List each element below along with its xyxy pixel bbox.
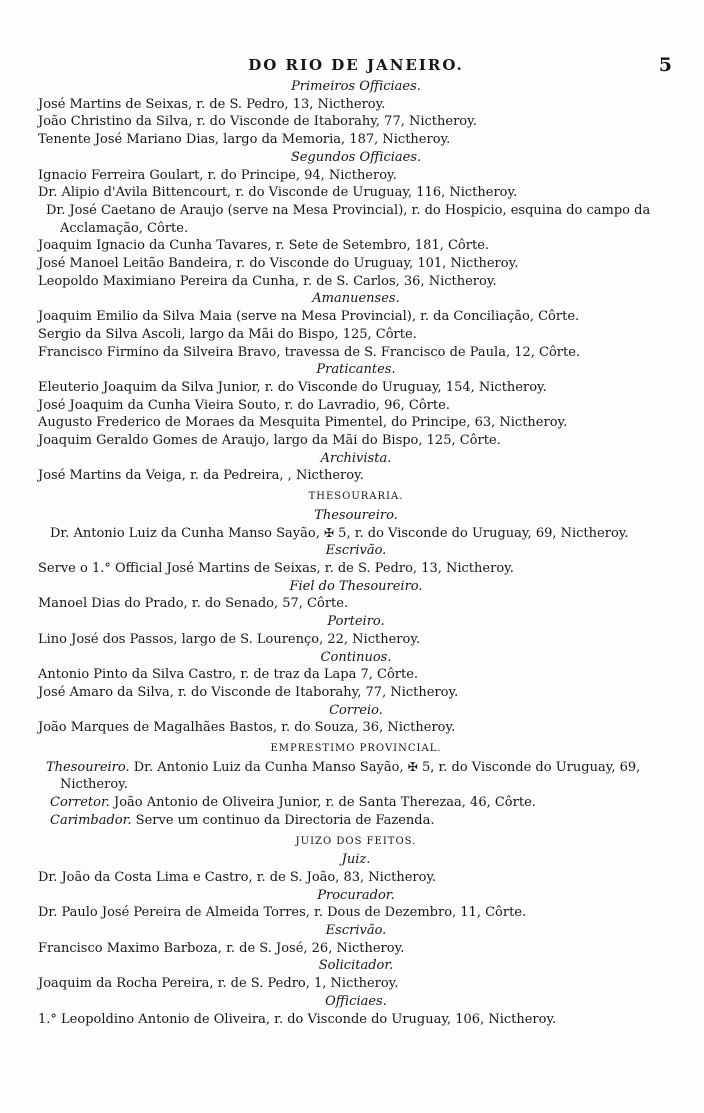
- entry-line: Eleuterio Joaquim da Silva Junior, r. do Visconde do Uruguay, 154, Nictheroy.: [38, 379, 547, 395]
- entry-line: Dr. Alipio d'Avila Bittencourt, r. do Visconde de Uruguay, 116, Nictheroy.: [38, 185, 518, 201]
- page-number: 5: [658, 54, 672, 76]
- juizo-list: [38, 830, 674, 1029]
- entry-line: José Martins de Seixas, r. de S. Pedro, 13, Nictheroy.: [38, 96, 386, 112]
- section-heading: Segundos Officiaes.: [290, 149, 422, 165]
- entry-line: Sergio da Silva Ascoli, largo da Mãi do Bispo, 125, Côrte.: [38, 326, 417, 342]
- entry-line: Tenente José Mariano Dias, largo da Memoria, 187, Nictheroy.: [38, 132, 451, 148]
- section-heading: Thesoureiro.: [314, 507, 398, 523]
- section-heading: Primeiros Officiaes.: [291, 79, 421, 94]
- entry-line: Serve o 1.° Official José Martins de Seixas, r. de S. Pedro, 13, Nictheroy.: [38, 560, 514, 576]
- emprestimo-corretor: Corretor. João Antonio de Oliveira Junior, r. de Santa Therezaa, 46, Côrte.: [50, 795, 536, 811]
- entry-line: José Joaquim da Cunha Vieira Souto, r. do Lavradio, 96, Côrte.: [38, 397, 450, 413]
- emprestimo-thesoureiro: Thesoureiro. Dr. Antonio Luiz da Cunha Manso Sayão, ✠ 5, r. do Visconde do Uruguay, 69, Nictheroy.: [46, 759, 641, 793]
- thesouraria-list: [38, 542, 674, 758]
- entry-line: Dr. José Caetano de Araujo (serve na Mesa Provincial), r. do Hospicio, esquina do campo da Acclamação, Côrte.: [46, 202, 651, 236]
- section-heading: Solicitador.: [318, 958, 394, 974]
- section-heading: Escrivão.: [325, 543, 387, 559]
- section-heading: Continuos.: [320, 649, 392, 665]
- entry-line: 1.° Leopoldino Antonio de Oliveira, r. do Visconde do Uruguay, 106, Nictheroy.: [38, 1011, 557, 1027]
- section-heading: Fiel do Thesoureiro.: [289, 578, 423, 594]
- entry-line: Lino José dos Passos, largo de S. Lourenço, 22, Nictheroy.: [38, 631, 421, 647]
- section-heading: Juiz.: [341, 852, 371, 868]
- order-cross-icon: ✠: [323, 525, 335, 540]
- thesoureiro-entry: Dr. Antonio Luiz da Cunha Manso Sayão, ✠ 5, r. do Visconde do Uruguay, 69, Nictheroy.: [50, 525, 629, 541]
- entry-line: Joaquim Ignacio da Cunha Tavares, r. Sete de Setembro, 181, Côrte.: [38, 238, 490, 254]
- entry-line: Dr. Paulo José Pereira de Almeida Torres, r. Dous de Dezembro, 11, Côrte.: [38, 905, 527, 921]
- order-cross-icon: ✠: [407, 759, 418, 774]
- emprestimo-carimbador: Carimbador. Serve um continuo da Directoria de Fazenda.: [50, 812, 435, 828]
- entry-line: Francisco Maximo Barboza, r. de S. José, 26, Nictheroy.: [38, 940, 405, 956]
- entry-line: Leopoldo Maximiano Pereira da Cunha, r. de S. Carlos, 36, Nictheroy.: [38, 273, 497, 289]
- running-title: DO RIO DE JANEIRO.: [248, 56, 464, 74]
- section-heading: Porteiro.: [327, 614, 385, 630]
- section-heading: Amanuenses.: [312, 291, 400, 307]
- section-heading: Procurador.: [317, 887, 395, 903]
- entry-line: Joaquim Geraldo Gomes de Araujo, largo da Mãi do Bispo, 125, Côrte.: [38, 433, 501, 449]
- section-heading: Correio.: [329, 702, 383, 718]
- section-heading: Officiaes.: [325, 993, 387, 1009]
- section-heading: Escrivão.: [325, 923, 387, 939]
- entry-line: Antonio Pinto da Silva Castro, r. de traz da Lapa 7, Côrte.: [38, 667, 419, 683]
- department-heading: JUIZO DOS FEITOS.: [295, 835, 417, 847]
- entry-line: João Christino da Silva, r. do Visconde de Itaborahy, 77, Nictheroy.: [38, 114, 477, 130]
- page-header: [38, 56, 674, 78]
- entry-line: Joaquim Emilio da Silva Maia (serve na Mesa Provincial), r. da Conciliação, Côrte.: [38, 309, 580, 325]
- entry-line: João Marques de Magalhães Bastos, r. do Souza, 36, Nictheroy.: [38, 720, 456, 736]
- entry-line: Ignacio Ferreira Goulart, r. do Principe, 94, Nictheroy.: [38, 167, 397, 183]
- entry-line: José Manoel Leitão Bandeira, r. do Visconde do Uruguay, 101, Nictheroy.: [38, 256, 519, 272]
- department-heading: THESOURARIA.: [308, 491, 404, 503]
- section-heading: Archivista.: [320, 450, 392, 466]
- department-heading: EMPRESTIMO PROVINCIAL.: [270, 743, 442, 755]
- entry-line: José Martins da Veiga, r. da Pedreira, , Nictheroy.: [38, 468, 364, 484]
- entry-line: José Amaro da Silva, r. do Visconde de Itaborahy, 77, Nictheroy.: [38, 684, 459, 700]
- entry-line: Dr. João da Costa Lima e Castro, r. de S. João, 83, Nictheroy.: [38, 869, 437, 885]
- entry-line: Joaquim da Rocha Pereira, r. de S. Pedro, 1, Nictheroy.: [38, 976, 399, 992]
- entry-line: Augusto Frederico de Moraes da Mesquita Pimentel, do Principe, 63, Nictheroy.: [38, 415, 568, 431]
- entry-line: Francisco Firmino da Silveira Bravo, travessa de S. Francisco de Paula, 12, Côrte.: [38, 344, 581, 360]
- entry-line: Manoel Dias do Prado, r. do Senado, 57, Côrte.: [38, 596, 349, 612]
- section-heading: Praticantes.: [316, 362, 396, 378]
- officials-list: [38, 78, 674, 525]
